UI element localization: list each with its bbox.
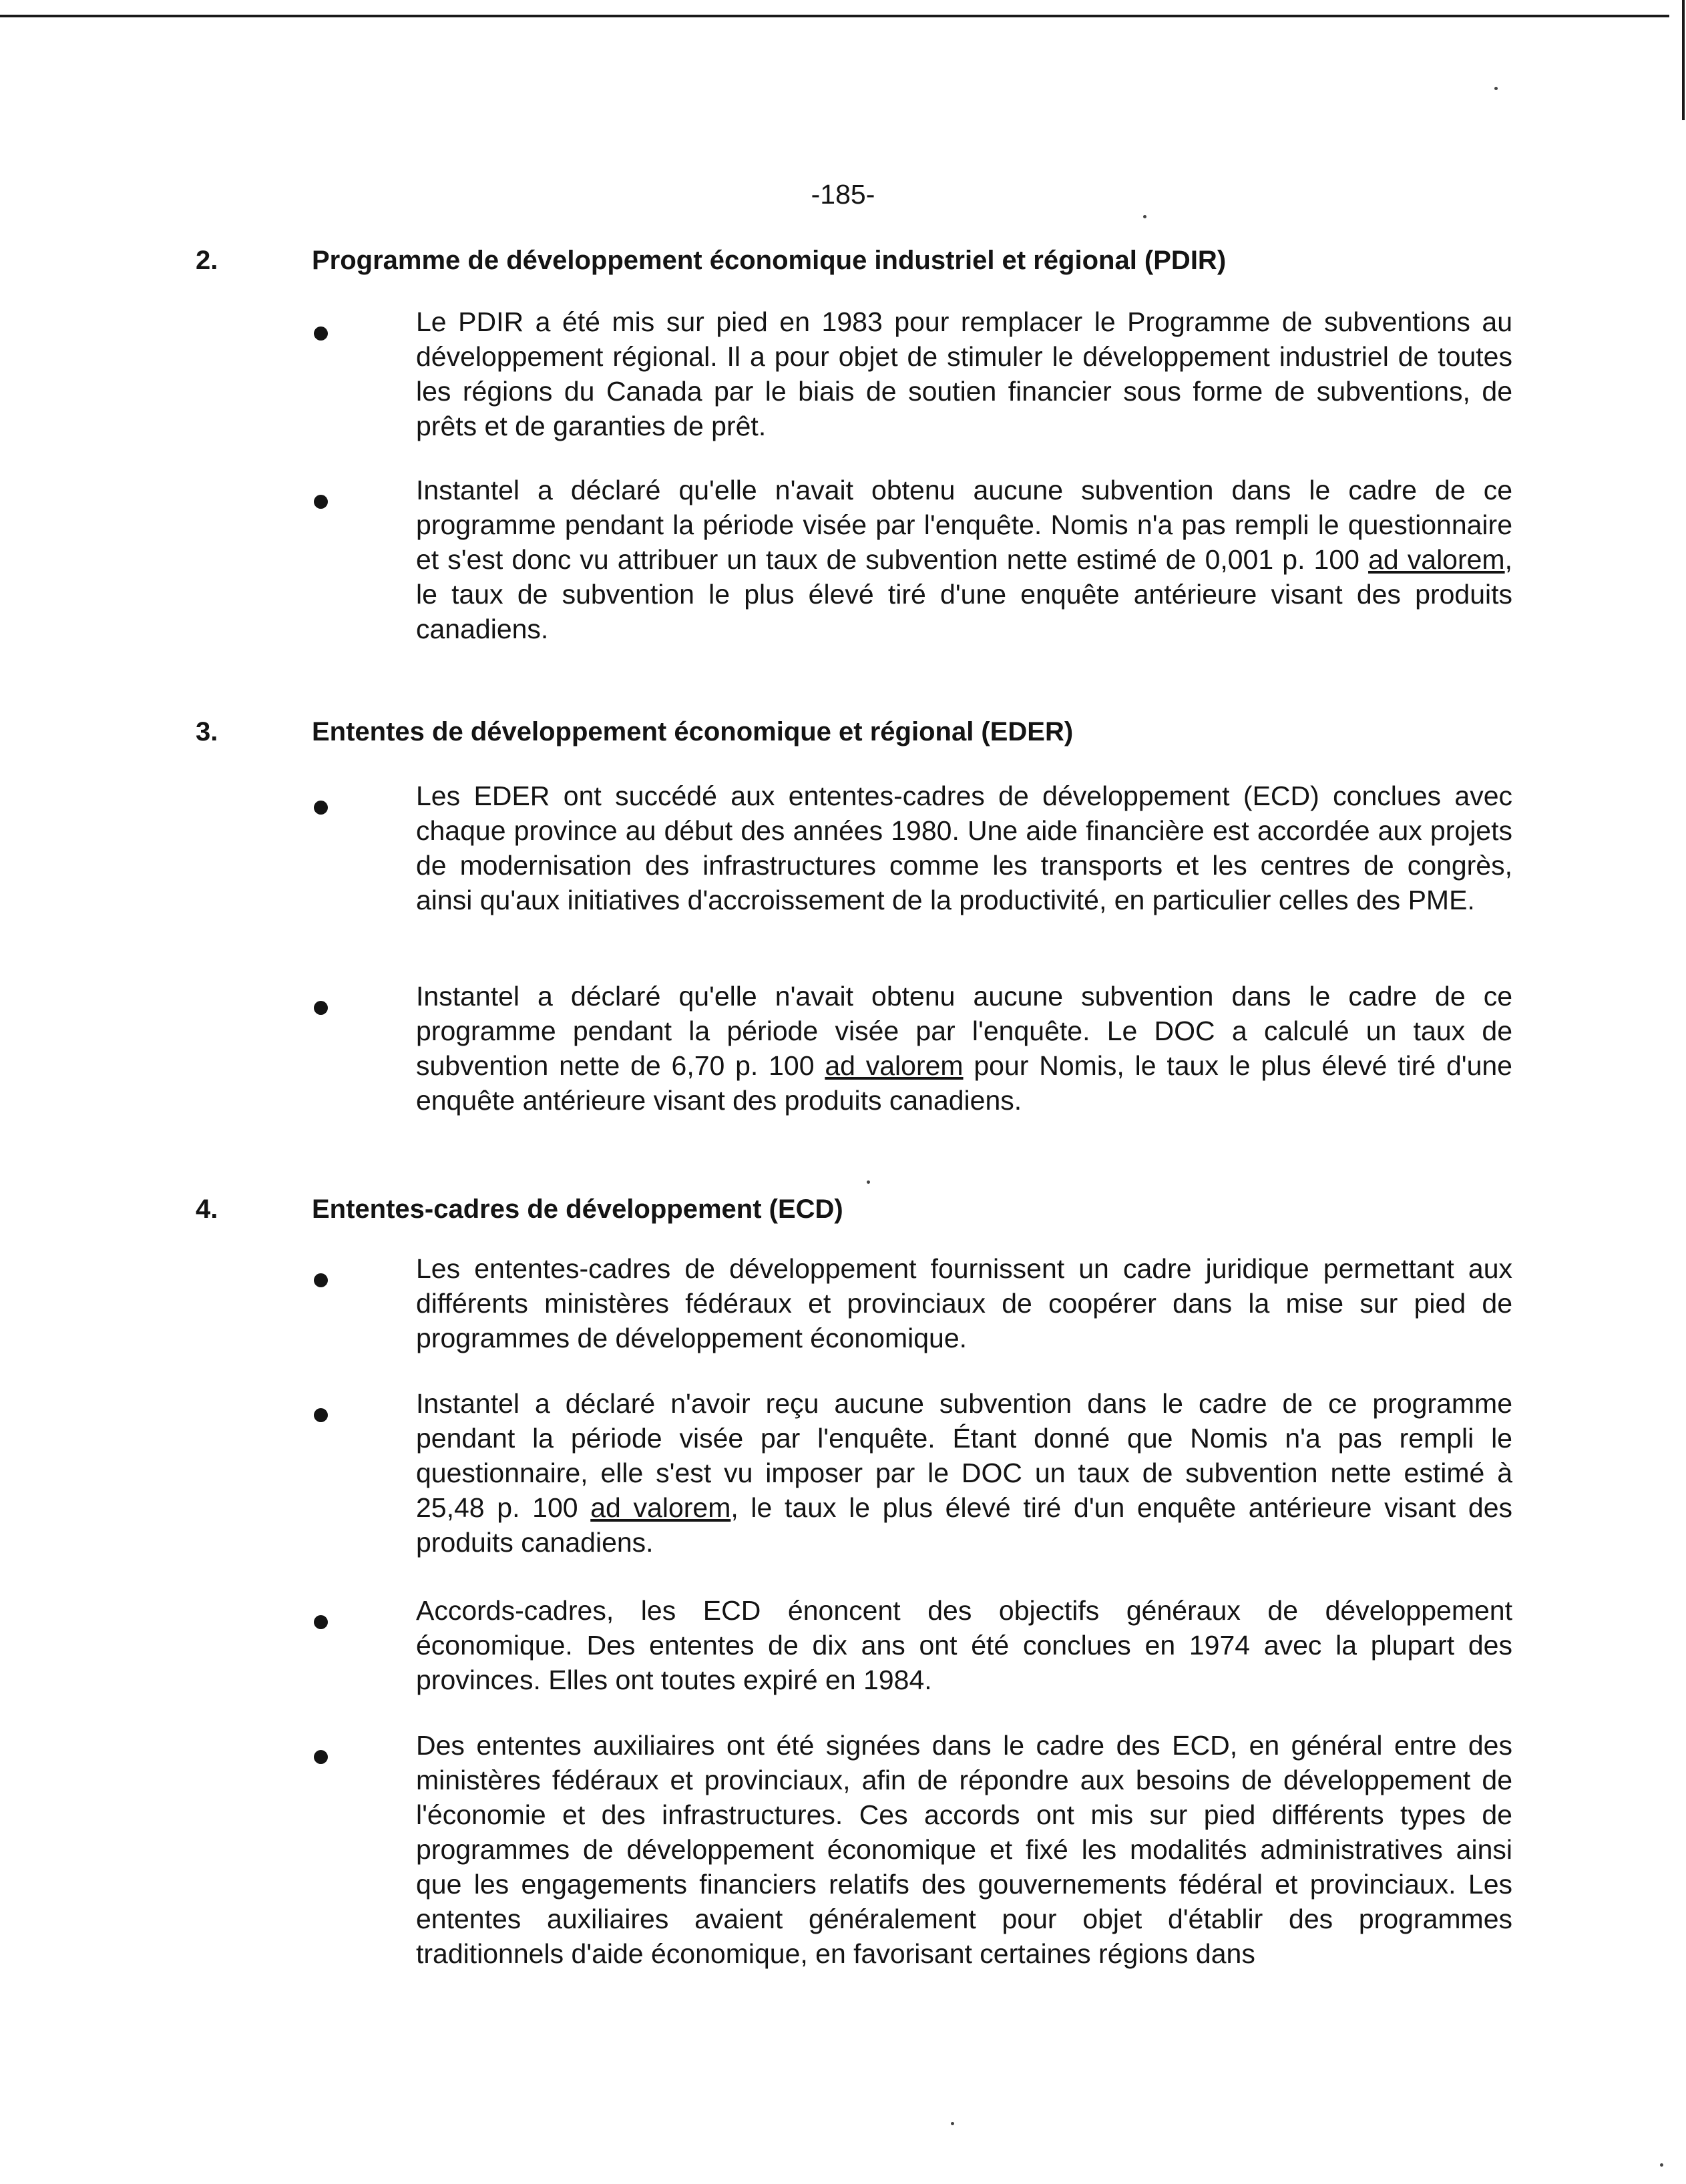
- bullet-text: [416, 1728, 1512, 1971]
- page-number: -185-: [811, 179, 875, 210]
- text-run: Instantel a déclaré n'avoir reçu aucune subvention dans le cadre de ce programme pendant la période visée par l'enquête. Étant donné que Nomis n'a pas rempli le questionnaire, elle s'est vu imposer par le DOC un taux de subvention nette estimé à 25,48 p. 100: [416, 1388, 1512, 1523]
- text-run: Les ententes-cadres de développement fournissent un cadre juridique permettant aux différents ministères fédéraux et provinciaux de coopérer dans la mise sur pied de programmes de développement économique.: [416, 1253, 1512, 1353]
- bullet-text: [416, 304, 1512, 443]
- text-run: , le taux de subvention le plus élevé tiré d'une enquête antérieure visant des produits canadiens.: [416, 544, 1512, 644]
- bullet-text: [416, 1386, 1512, 1560]
- scan-speck: [867, 1180, 870, 1184]
- text-run: , le taux le plus élevé tiré d'un enquête antérieure visant des produits canadiens.: [416, 1492, 1512, 1558]
- section-title: Programme de développement économique industriel et régional (PDIR): [312, 246, 1227, 275]
- bullet-icon: [314, 1001, 328, 1015]
- scan-speck: [1660, 2163, 1663, 2167]
- bullet-text: [416, 1251, 1512, 1355]
- scan-top-border: [0, 15, 1669, 17]
- section-number: 3.: [196, 717, 218, 746]
- bullet-icon: [314, 326, 328, 341]
- text-run: Des ententes auxiliaires ont été signées dans le cadre des ECD, en général entre des ministères fédéraux et provinciaux, afin de répondre aux besoins de développement de l'économie et des infrastructures. Ces accords ont mis sur pied différents types de programmes de développement économique et fixé les modalités administratives ainsi que les engagements financiers relatifs des gouvernements fédéral et provinciaux. Les ententes auxiliaires avaient généralement pour objet d'établir des programmes traditionnels d'aide économique, en favorisant certaines régions dans: [416, 1730, 1512, 1969]
- section-title: Ententes de développement économique et régional (EDER): [312, 717, 1074, 746]
- bullet-text: [416, 979, 1512, 1118]
- text-run: pour Nomis, le taux le plus élevé tiré d'une enquête antérieure visant des produits canadiens.: [416, 1050, 1512, 1116]
- text-run: Les EDER ont succédé aux ententes-cadres de développement (ECD) conclues avec chaque province au début des années 1980. Une aide financière est accordée aux projets de modernisation des infrastructures comme les transports et les centres de congrès, ainsi qu'aux initiatives d'accroissement de la productivité, en particulier celles des PME.: [416, 781, 1512, 915]
- text-run: Instantel a déclaré qu'elle n'avait obtenu aucune subvention dans le cadre de ce programme pendant la période visée par l'enquête. Le DOC a calculé un taux de subvention nette de 6,70 p. 100: [416, 981, 1512, 1081]
- underlined-term: ad valorem: [825, 1050, 964, 1081]
- text-run: Instantel a déclaré qu'elle n'avait obtenu aucune subvention dans le cadre de ce programme pendant la période visée par l'enquête. Nomis n'a pas rempli le questionnaire et s'est donc vu attribuer un taux de subvention nette estimé de 0,001 p. 100: [416, 475, 1512, 575]
- bullet-icon: [314, 1615, 328, 1629]
- bullet-text: [416, 473, 1512, 646]
- bullet-icon: [314, 1408, 328, 1422]
- section-number: 2.: [196, 246, 218, 275]
- bullet-text: [416, 779, 1512, 917]
- underlined-term: ad valorem: [1368, 544, 1505, 575]
- bullet-text: [416, 1593, 1512, 1697]
- bullet-icon: [314, 1273, 328, 1287]
- text-run: Accords-cadres, les ECD énoncent des objectifs généraux de développement économique. Des ententes de dix ans ont été conclues en 1974 avec la plupart des provinces. Elles ont toutes expiré en 1984.: [416, 1595, 1512, 1695]
- scan-speck: [951, 2122, 954, 2125]
- scan-right-border: [1682, 0, 1685, 120]
- scan-speck: [1494, 87, 1498, 90]
- bullet-icon: [314, 495, 328, 509]
- text-run: Le PDIR a été mis sur pied en 1983 pour remplacer le Programme de subventions au développement régional. Il a pour objet de stimuler le développement industriel de toutes les régions du Canada par le biais de soutien financier sous forme de subventions, de prêts et de garanties de prêt.: [416, 306, 1512, 441]
- bullet-icon: [314, 801, 328, 815]
- section-title: Ententes-cadres de développement (ECD): [312, 1194, 843, 1224]
- section-number: 4.: [196, 1194, 218, 1224]
- underlined-term: ad valorem: [590, 1492, 731, 1523]
- scan-speck: [1143, 215, 1146, 218]
- bullet-icon: [314, 1750, 328, 1764]
